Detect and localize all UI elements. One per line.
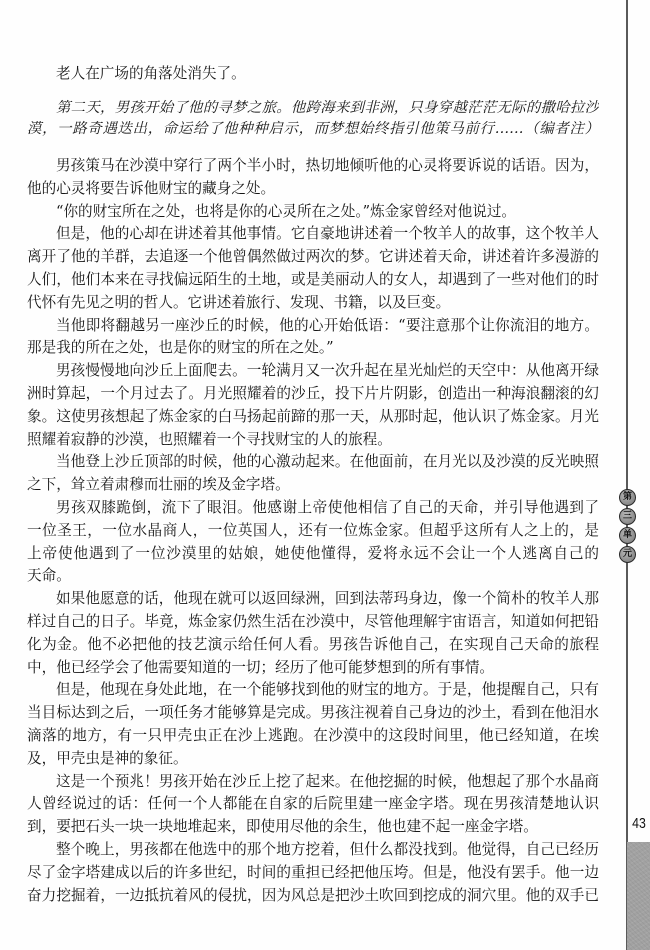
text-line: 中，他已经学会了他需要知道的一切；经历了他可能梦想到的所有事情。 (27, 658, 495, 676)
paragraph (27, 360, 599, 451)
text-line: 但是，他的心却在讲述着其他事情。它自豪地讲述着一个牧羊人的故事，这个牧羊人 (56, 225, 599, 243)
unit-tab-char: 第 (619, 489, 636, 506)
text-line: 样过自己的日子。毕竟，炼金家仍然生活在沙漠中，尽管他理解宇宙语言，知道如何把铅 (27, 612, 599, 630)
text-line: 代怀有先见之明的哲人。它讲述着旅行、发现、书籍，以及巨变。 (27, 293, 451, 311)
unit-tab (619, 489, 636, 563)
text-line: 奋力挖掘着，一边抵抗着风的侵扰，因为风总是把沙土吹回到挖成的洞穴里。他的双手已 (27, 886, 599, 904)
margin-rule (626, 0, 628, 950)
page-edge-block (627, 842, 650, 950)
text-line: “你的财宝所在之处，也将是你的心灵所在之处。”炼金家曾经对他说过。 (56, 202, 517, 220)
text-line: 男孩双膝跪倒，流下了眼泪。他感谢上帝使他相信了自己的天命，并引导他遇到了 (56, 498, 599, 516)
text-line: 洲时算起，一个月过去了。月光照耀着的沙丘，投下片片阴影，创造出一种海浪翻滚的幻 (27, 384, 599, 402)
text-line: 及，甲壳虫是神的象征。 (27, 749, 188, 767)
text-line: 照耀着寂静的沙漠，也照耀着一个寻找财宝的人的旅程。 (27, 430, 392, 448)
text-line: 当他登上沙丘顶部的时候，他的心激动起来。在他面前，在月光以及沙漠的反光映照 (56, 453, 599, 471)
paragraph (27, 315, 599, 361)
paragraph (27, 588, 599, 679)
text-line: 化为金。他不必把他的技艺演示给任何人看。男孩告诉他自己，在实现自己天命的旅程 (27, 635, 599, 653)
text-line: 他的心灵将要告诉他财宝的藏身之处。 (27, 179, 276, 197)
text-line: 上帝使他遇到了一位沙漠里的姑娘，她使他懂得，爱将永远不会让一个人逃离自己的 (27, 544, 599, 562)
unit-tab-char: 三 (619, 508, 636, 525)
text-line: 老人在广场的角落处消失了。 (56, 65, 246, 82)
text-line: 当他即将翻越另一座沙丘的时候，他的心开始低语：“要注意那个让你流泪的地方。 (56, 316, 599, 334)
unit-tab-char: 元 (619, 546, 636, 563)
text-line: 整个晚上，男孩都在他选中的那个地方挖着，但什么都没找到。他觉得，自己已经历 (56, 840, 599, 858)
text-line: 之下，耸立着肃穆而壮丽的埃及金字塔。 (27, 476, 290, 494)
text-line: 当目标达到之后，一项任务才能够算是完成。男孩注视着自己身边的沙土，看到在他泪水 (27, 704, 599, 722)
text-line: 男孩慢慢地向沙丘上面爬去。一轮满月又一次升起在星光灿烂的天空中：从他离开绿 (56, 362, 599, 380)
paragraph (27, 497, 599, 588)
text-line: 这是一个预兆！男孩开始在沙丘上挖了起来。在他挖掘的时候，他想起了那个水晶商 (56, 772, 599, 790)
text-line: 滴落的地方，有一只甲壳虫正在沙上逃跑。在沙漠中的这段时间里，他已经知道，在埃 (27, 726, 599, 744)
paragraph (27, 451, 599, 497)
unit-tab-char: 单 (619, 527, 636, 544)
text-line: 离开了他的羊群，去追逐一个他曾偶然做过两次的梦。它讲述着天命，讲述着许多漫游的 (27, 248, 599, 266)
intro-paragraph (27, 62, 599, 85)
text-line: 那是我的所在之处，也是你的财宝的所在之处。” (27, 339, 334, 357)
text-line: 人们，他们本来在寻找偏远陌生的土地，或是美丽动人的女人，却遇到了一些对他们的时 (27, 270, 599, 288)
text-line: 第二天，男孩开始了他的寻梦之旅。他跨海来到非洲，只身穿越茫茫无际的撒哈拉沙 (56, 100, 599, 116)
text-line: 男孩策马在沙漠中穿行了两个半小时，热切地倾听他的心灵将要诉说的话语。因为， (56, 157, 599, 174)
text-line: 一位圣王，一位水晶商人，一位英国人，还有一位炼金家。但超乎这所有人之上的，是 (27, 521, 599, 539)
text-line: 但是，他现在身处此地，在一个能够找到他的财宝的地方。于是，他提醒自己，只有 (56, 681, 599, 699)
text-line: 到，要把石头一块一块地堆起来，即使用尽他的余生，他也建不起一座金字塔。 (27, 818, 538, 836)
paragraph (27, 679, 599, 770)
page-number: 43 (632, 815, 646, 832)
text-line: 人曾经说过的话：任何一个人都能在自家的后院里建一座金字塔。现在男孩清楚地认识 (27, 795, 599, 813)
paragraph (27, 771, 599, 839)
text-line: 天命。 (27, 567, 71, 585)
editor-note-paragraph (27, 98, 599, 139)
paragraph (27, 155, 599, 201)
body-text (27, 155, 599, 907)
paragraph (27, 223, 599, 314)
text-line: 象。这使男孩想起了炼金家的白马扬起前蹄的那一天，从那时起，他认识了炼金家。月光 (27, 407, 599, 425)
text-line: 如果他愿意的话，他现在就可以返回绿洲，回到法蒂玛身边，像一个简朴的牧羊人那 (56, 590, 599, 608)
text-line: 漠，一路奇遇迭出，命运给了他种种启示，而梦想始终指引他策马前行……（编者注） (27, 120, 599, 137)
paragraph (27, 839, 599, 907)
paragraph (27, 201, 599, 224)
text-line: 尽了金字塔建成以后的许多世纪，时间的重担已经把他压垮。但是，他没有罢手。他一边 (27, 863, 599, 881)
